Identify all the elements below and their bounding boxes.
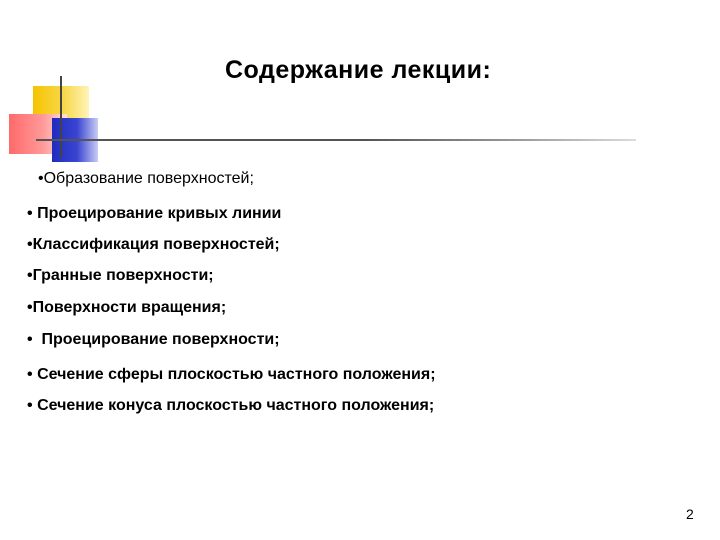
list-item — [27, 366, 436, 384]
list-item — [27, 397, 434, 415]
list-item — [27, 299, 226, 317]
list-item-text: Образование поверхностей; — [43, 170, 254, 187]
vertical-rule — [60, 76, 62, 158]
list-item-text: Классификация поверхностей; — [32, 236, 280, 253]
list-item-text: Гранные поверхности; — [32, 267, 214, 284]
bullet: • — [27, 366, 33, 383]
horizontal-rule — [36, 139, 636, 141]
bullet: • — [27, 267, 33, 284]
list-item-text: Проецирование кривых линии — [37, 205, 282, 222]
bullet: • — [38, 170, 44, 187]
bullet: • — [27, 397, 33, 414]
list-item-text: Поверхности вращения; — [32, 299, 227, 316]
bullet: • — [27, 331, 33, 348]
list-item-text: Сечение сферы плоскостью частного положения; — [37, 366, 436, 383]
list-item-text: Сечение конуса плоскостью частного положения; — [37, 397, 435, 414]
list-item — [27, 331, 280, 349]
bullet: • — [27, 299, 33, 316]
list-item — [38, 170, 254, 188]
bullet: • — [27, 236, 33, 253]
list-item-text: Проецирование поверхности; — [41, 331, 280, 348]
list-item — [27, 205, 281, 223]
slide-title: Содержание лекции: — [225, 56, 492, 84]
bullet: • — [27, 205, 33, 222]
page-number: 2 — [686, 506, 694, 522]
list-item — [27, 267, 214, 285]
list-item — [27, 236, 280, 254]
